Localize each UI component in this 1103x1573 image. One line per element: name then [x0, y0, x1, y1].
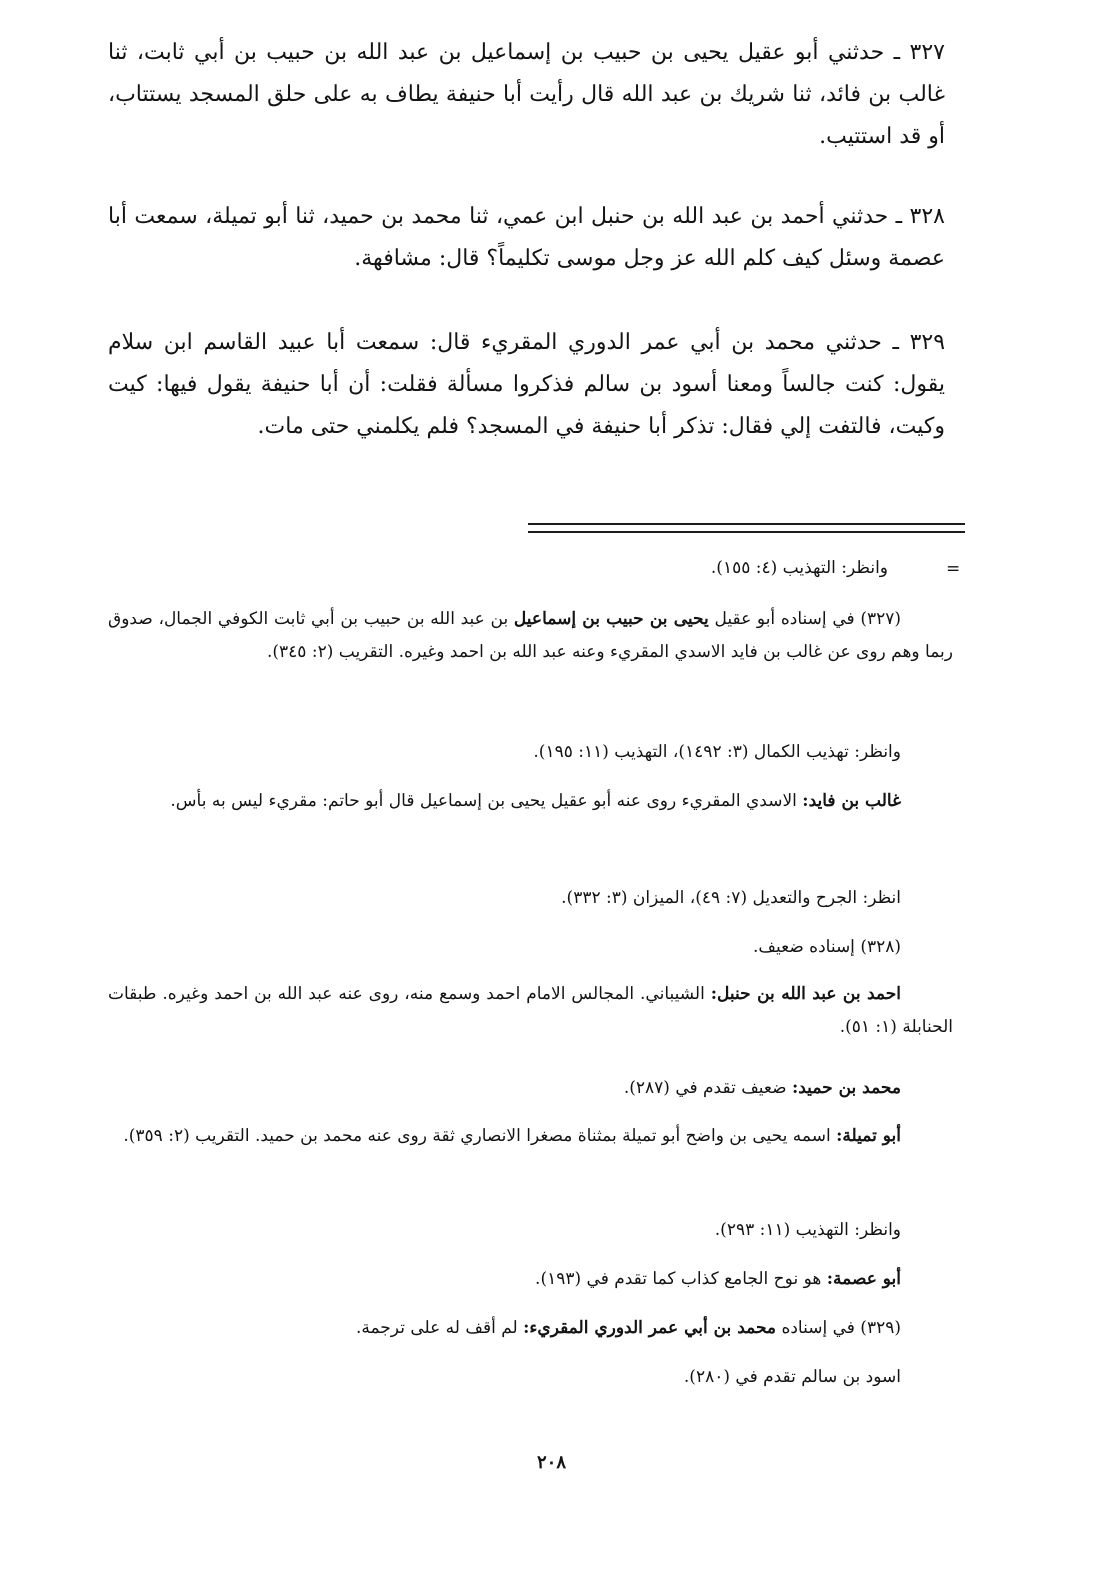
footnote-text: (٣٢٧) في إسناده أبو عقيل: [714, 609, 902, 629]
footnote-text: ضعيف تقدم في (٢٨٧).: [623, 1078, 787, 1098]
footnote-text: (٣٢٩) في إسناده: [781, 1318, 901, 1338]
footnote-text: لم أقف له على ترجمة.: [355, 1318, 518, 1338]
hadith-327: [108, 32, 945, 158]
footnote-text: بن عبد الله بن حبيب بن أبي ثابت الكوفي الجمال، صدوق ربما وهم روى عن غالب بن فايد الاسدي المقريء وعنه عبد الله بن احمد وغيره. التقريب (٢: ٣٤٥).: [108, 609, 953, 662]
footnote-text: هو نوح الجامع كذاب كما تقدم في (١٩٣).: [535, 1269, 822, 1289]
footnote-narrator: [108, 1120, 953, 1153]
narrator-name: محمد بن أبي عمر الدوري المقريء:: [523, 1318, 777, 1338]
page-number: ٢٠٨: [536, 1452, 566, 1473]
narrator-name: محمد بن حميد:: [791, 1078, 901, 1098]
dash: ـ: [893, 40, 901, 65]
footnote-divider-bottom: [528, 531, 965, 533]
footnote-line: وانظر: التهذيب (٤: ١٥٥).: [710, 558, 888, 578]
footnote-line: انظر: الجرح والتعديل (٧: ٤٩)، الميزان (٣: ٣٣٢).: [561, 888, 901, 908]
hadith-329: [108, 322, 945, 448]
footnote-327: [108, 603, 953, 669]
footnote-narrator: [108, 1072, 953, 1105]
narrator-name: غالب بن فايد:: [802, 791, 901, 811]
footnote-text: الاسدي المقريء روى عنه أبو عقيل يحيى بن إسماعيل قال أبو حاتم: مقريء ليس به بأس.: [170, 791, 797, 811]
hadith-text: حدثني أبو عقيل يحيى بن حبيب بن إسماعيل بن عبد الله بن حبيب بن أبي ثابت، ثنا غالب بن فائد، ثنا شريك بن عبد الله قال رأيت أبا حنيفة يطاف به على حلق المسجد يستتاب، أو قد استتيب.: [108, 40, 945, 149]
dash: ـ: [895, 204, 903, 229]
footnote-text: اسمه يحيى بن واضح أبو تميلة بمثناة مصغرا الانصاري ثقة روى عنه محمد بن حميد. التقريب (٢: ٣٥٩).: [123, 1126, 831, 1146]
hadith-text: حدثني أحمد بن عبد الله بن حنبل ابن عمي، ثنا محمد بن حميد، ثنا أبو تميلة، سمعت أبا عصمة وسئل كيف كلم الله عز وجل موسى تكليماً؟ قال: مشافهة.: [108, 204, 945, 271]
footnote-narrator: [108, 1263, 953, 1296]
footnote-328: (٣٢٨) إسناده ضعيف.: [752, 937, 901, 957]
footnote-line: اسود بن سالم تقدم في (٢٨٠).: [683, 1367, 901, 1387]
footnote-narrator: [108, 785, 953, 818]
hadith-328: [108, 196, 945, 280]
continuation-mark: =: [946, 559, 961, 579]
footnote-narrator: [108, 978, 953, 1044]
hadith-number: ٣٢٧: [909, 40, 945, 65]
footnote-line: وانظر: تهذيب الكمال (٣: ١٤٩٢)، التهذيب (١١: ١٩٥).: [533, 742, 901, 762]
footnote-329: [108, 1312, 953, 1345]
narrator-name: أبو تميلة:: [836, 1126, 901, 1146]
hadith-number: ٣٢٨: [909, 204, 945, 229]
narrator-name: يحيى بن حبيب بن إسماعيل: [513, 609, 709, 629]
dash: ـ: [892, 330, 899, 355]
narrator-name: احمد بن عبد الله بن حنبل:: [710, 984, 901, 1004]
hadith-number: ٣٢٩: [909, 330, 946, 355]
narrator-name: أبو عصمة:: [826, 1269, 901, 1289]
footnote-line: وانظر: التهذيب (١١: ٢٩٣).: [714, 1220, 901, 1240]
hadith-text: حدثني محمد بن أبي عمر الدوري المقريء قال: سمعت أبا عبيد القاسم ابن سلام يقول: كنت جالساً ومعنا أسود بن سالم فذكروا مسألة فقلت: أن أبا حنيفة يقول فيها: كيت وكيت، فالتفت إلي فقال: تذكر أبا حنيفة في المسجد؟ فلم يكلمني حتى مات.: [108, 330, 945, 439]
footnote-divider-top: [528, 523, 965, 525]
footnote-text: الشيباني. المجالس الامام احمد وسمع منه، روى عنه عبد الله بن احمد وغيره. طبقات الحنابلة (١: ٥١).: [108, 984, 953, 1037]
